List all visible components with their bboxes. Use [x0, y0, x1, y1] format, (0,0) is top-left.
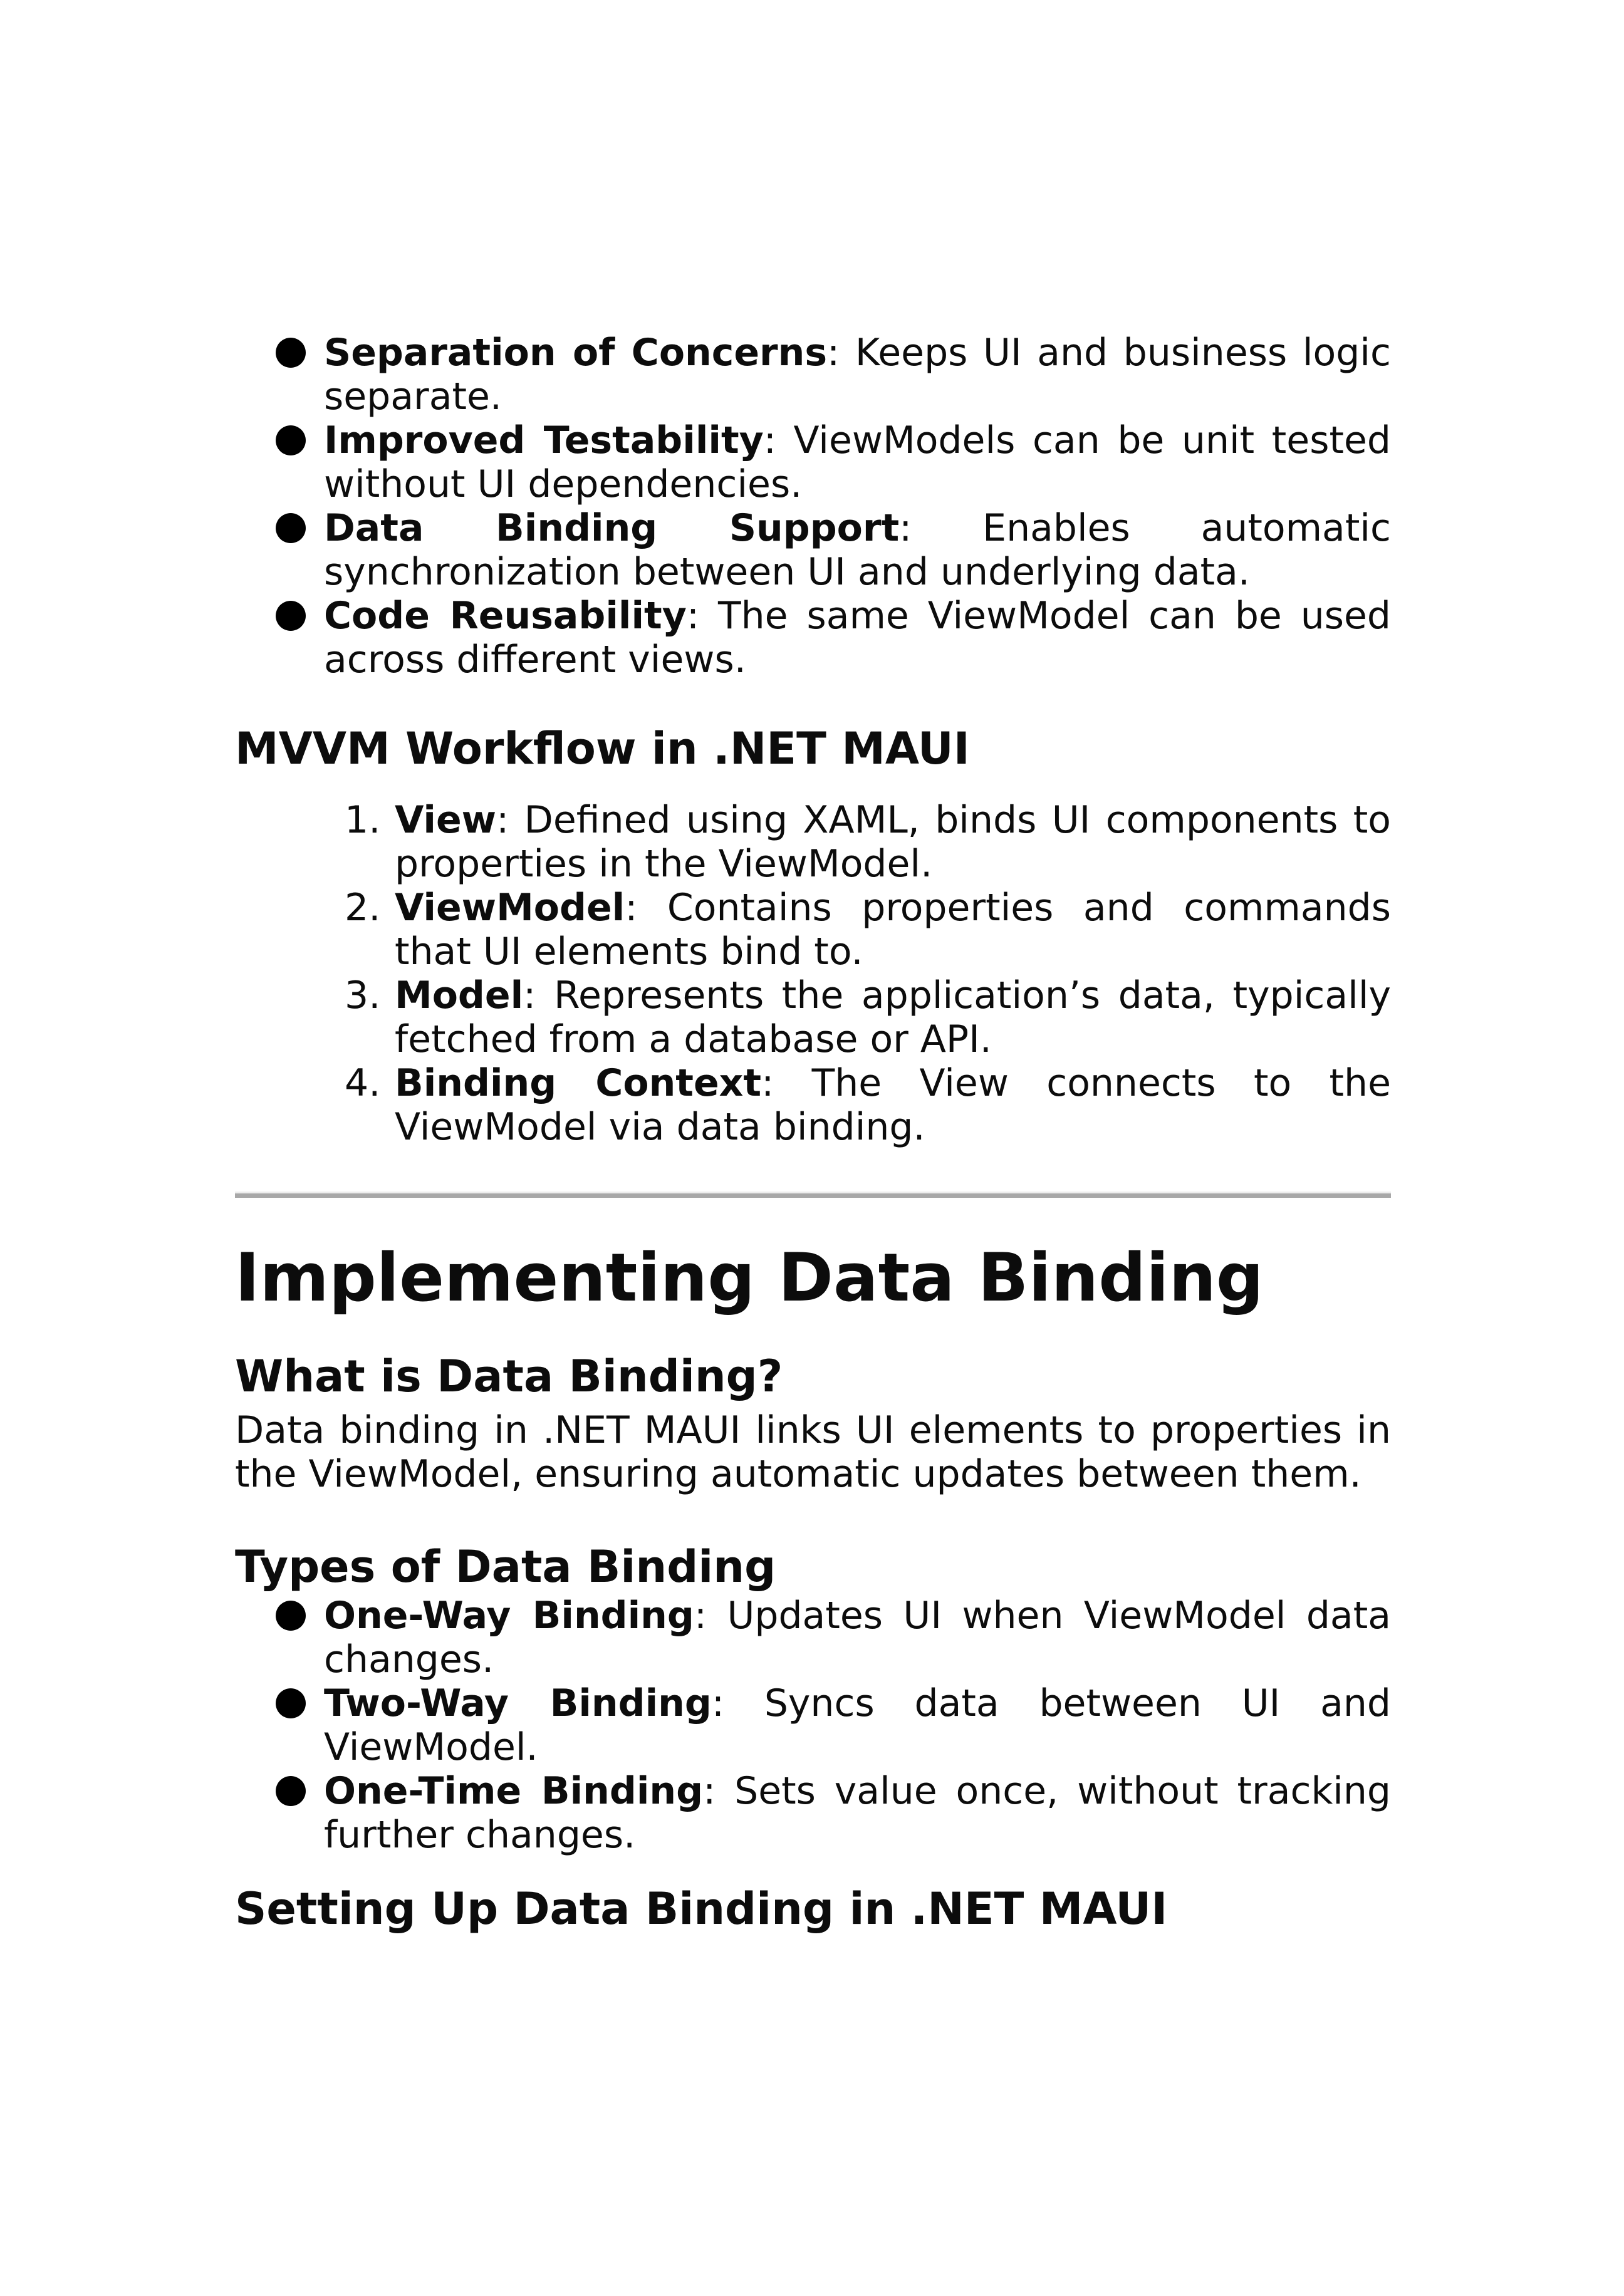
list-item — [324, 1681, 1391, 1769]
list-item-term: Model — [395, 974, 524, 1017]
binding-types-list — [235, 1594, 1391, 1857]
list-item — [324, 506, 1391, 594]
list-item — [324, 331, 1391, 418]
list-item-term: Data Binding Support — [324, 506, 900, 550]
list-item-desc: : Keeps UI and business logic separate. — [324, 331, 1391, 418]
list-item-desc: : Represents the application’s data, typically fetched from a database or API. — [395, 974, 1391, 1061]
list-item — [395, 974, 1391, 1061]
list-item-term: Two-Way Binding — [324, 1681, 712, 1725]
list-item-term: Binding Context — [395, 1061, 762, 1105]
list-item-desc: : Syncs data between UI and ViewModel. — [324, 1681, 1391, 1769]
list-item-term: One-Time Binding — [324, 1769, 704, 1813]
heading-setting-up-data-binding: Setting Up Data Binding in .NET MAUI — [235, 1883, 1168, 1935]
list-item-desc: : Sets value once, without tracking further changes. — [324, 1769, 1391, 1857]
list-item — [324, 594, 1391, 682]
list-item-desc: : The same ViewModel can be used across different views. — [324, 594, 1391, 682]
list-item — [395, 886, 1391, 974]
mvvm-workflow-list — [235, 798, 1391, 1149]
what-is-paragraph: Data binding in .NET MAUI links UI elements to properties in the ViewModel, ensuring automatic updates between them. — [235, 1408, 1391, 1496]
list-item-desc: : Updates UI when ViewModel data changes. — [324, 1594, 1391, 1681]
list-item — [324, 1769, 1391, 1857]
mvvm-benefits-list — [235, 331, 1391, 682]
list-item — [395, 798, 1391, 886]
heading-mvvm-workflow: MVVM Workflow in .NET MAUI — [235, 723, 970, 774]
list-item — [324, 418, 1391, 506]
list-item — [395, 1061, 1391, 1149]
list-item-term: View — [395, 798, 497, 842]
list-item-term: Code Reusability — [324, 594, 687, 638]
list-item — [324, 1594, 1391, 1681]
list-item-desc: : Enables automatic synchronization between UI and underlying data. — [324, 506, 1391, 594]
list-item-desc: : Contains properties and commands that UI elements bind to. — [395, 886, 1391, 974]
horizontal-rule — [235, 1192, 1391, 1198]
list-item-term: Separation of Concerns — [324, 331, 828, 375]
list-item-term: One-Way Binding — [324, 1594, 694, 1638]
heading-what-is-data-binding: What is Data Binding? — [235, 1351, 783, 1402]
list-item-desc: : Defined using XAML, binds UI components to properties in the ViewModel. — [395, 798, 1391, 886]
list-item-term: Improved Testability — [324, 418, 764, 462]
heading-implementing-data-binding: Implementing Data Binding — [235, 1239, 1264, 1316]
list-item-desc: : ViewModels can be unit tested without UI dependencies. — [324, 418, 1391, 506]
list-item-desc: : The View connects to the ViewModel via data binding. — [395, 1061, 1391, 1149]
heading-types-of-data-binding: Types of Data Binding — [235, 1541, 776, 1592]
list-item-term: ViewModel — [395, 886, 625, 930]
